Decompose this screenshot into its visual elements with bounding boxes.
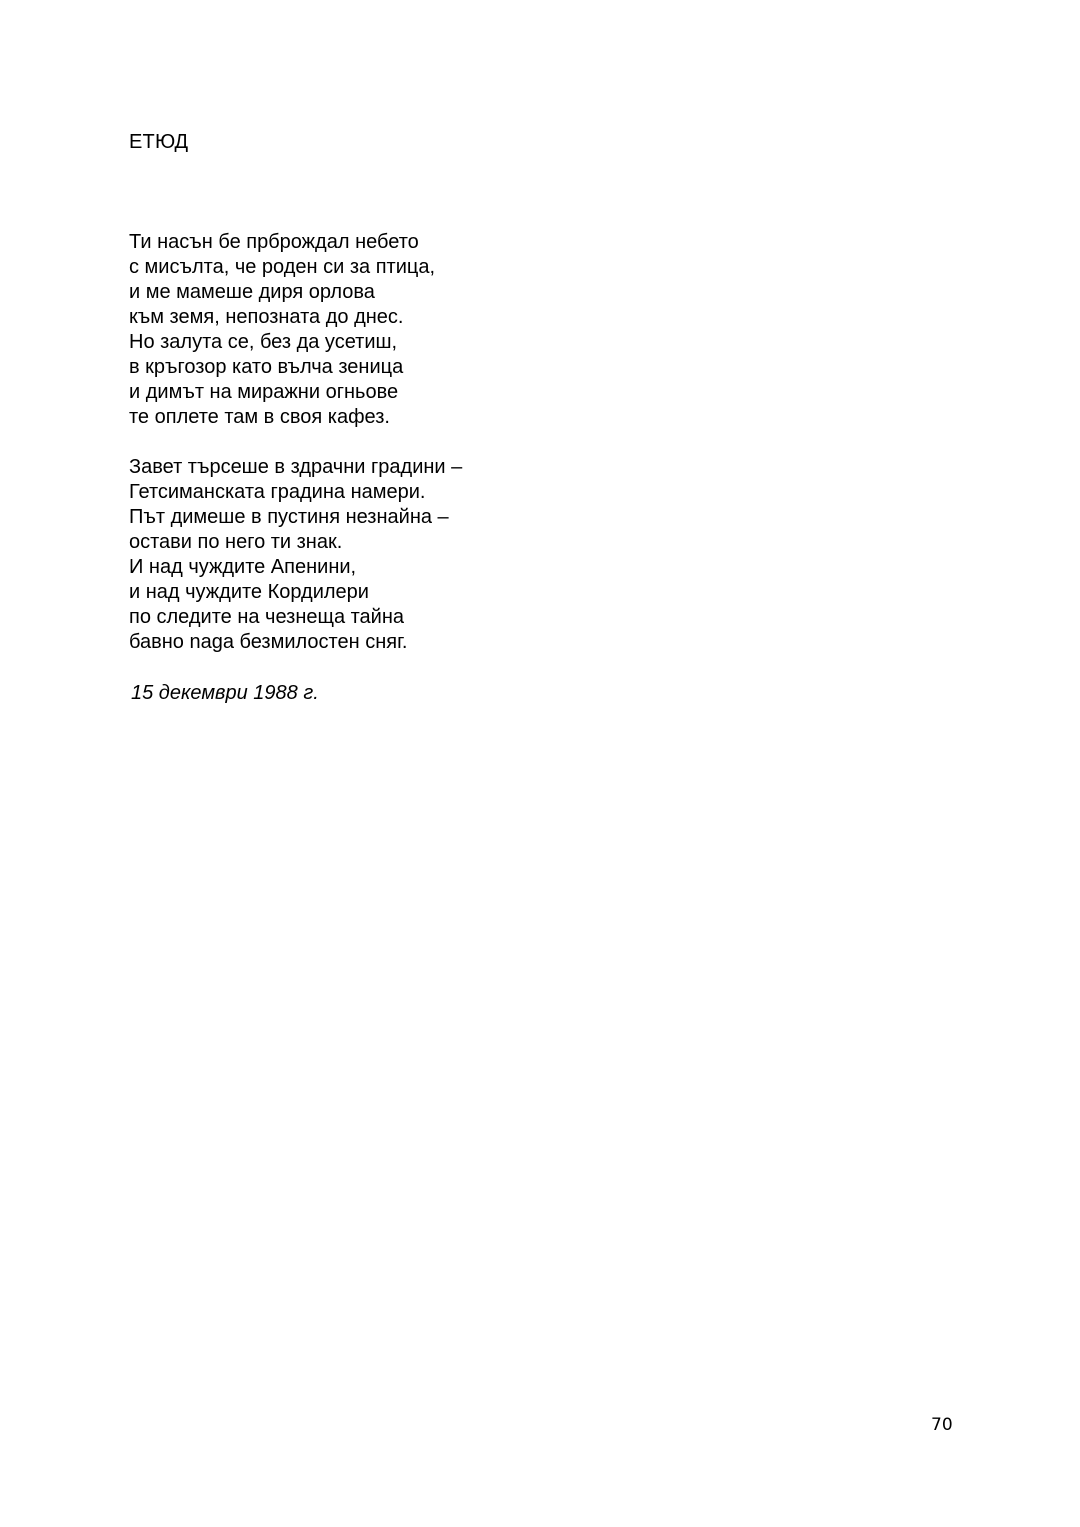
poem-line: Гетсиманската градина намери. (129, 481, 426, 503)
poem-line: Ти насън бе прброждал небето (129, 231, 419, 253)
page-number: 70 (931, 1415, 953, 1435)
poem-line: по следите на чезнеща тайна (129, 606, 405, 628)
poem-line: към земя, непозната до днес. (129, 306, 404, 328)
poem-line: и над чуждите Кордилери (129, 581, 369, 603)
poem-line: И над чуждите Апенини, (129, 556, 357, 578)
poem-line: остави по него ти знак. (129, 531, 343, 553)
poem-line: с мисълта, че роден си за птица, (129, 256, 435, 278)
poem-line: Но залута се, без да усетиш, (129, 331, 398, 353)
poem-line: и димът на миражни огньове (129, 381, 399, 403)
poem-date: 15 декември 1988 г. (131, 682, 319, 704)
poem-line: Завет търсеше в здрачни градини – (129, 456, 463, 478)
poem-line: те оплете там в своя кафез. (129, 406, 390, 428)
stanza (129, 455, 462, 655)
stanza (129, 230, 435, 430)
poem-title: ЕТЮД (129, 131, 189, 153)
poem-line: в кръгозор като вълча зеница (129, 356, 404, 378)
poem-line: бавно naga безмилостен сняг. (129, 631, 408, 653)
poem-line: Път димеше в пустиня незнайна – (129, 506, 449, 528)
poem-line: и ме мамеше диря орлова (129, 281, 375, 303)
